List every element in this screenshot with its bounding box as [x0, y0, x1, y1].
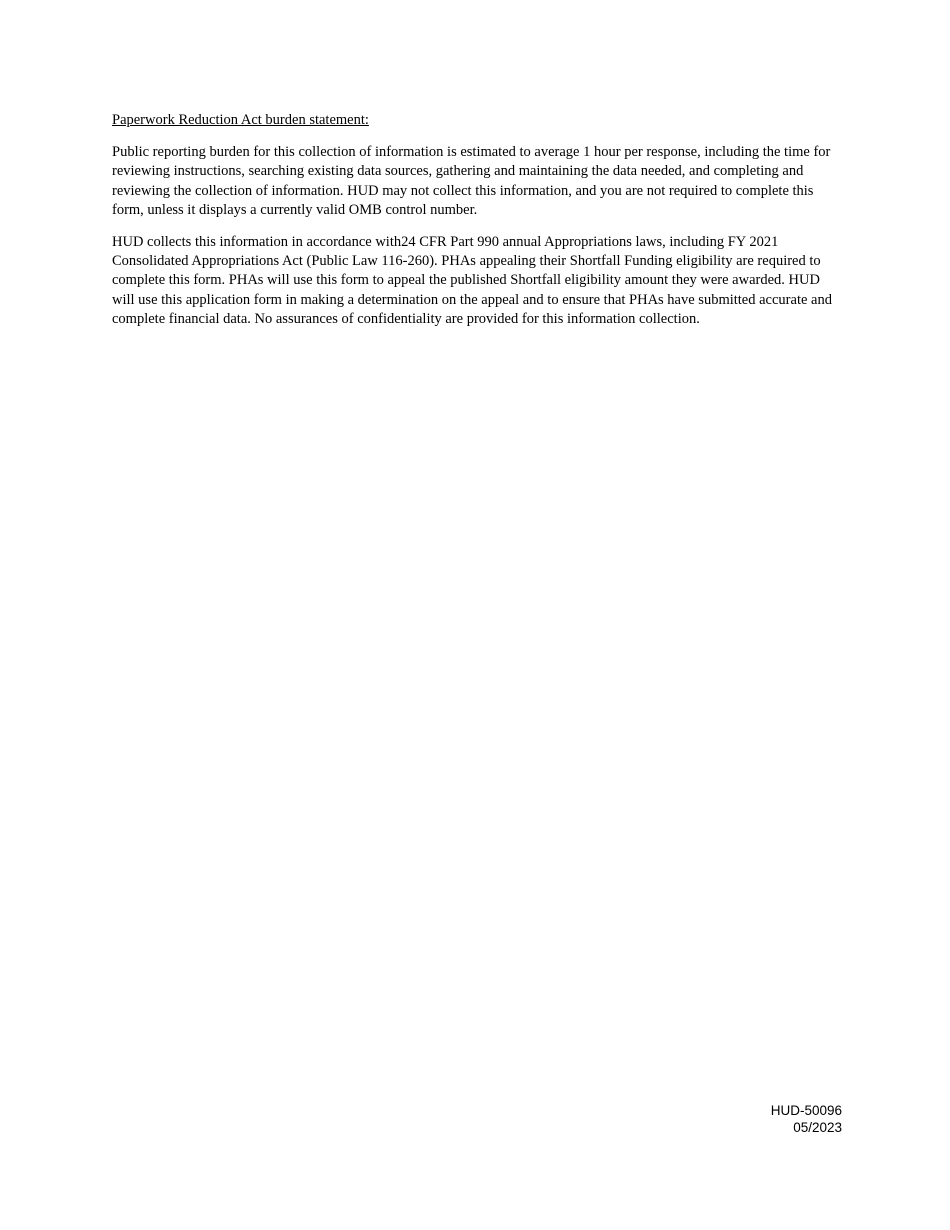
form-footer: [771, 1103, 842, 1136]
authority-paragraph: HUD collects this information in accordance with24 CFR Part 990 annual Appropriations laws, including FY 2021 Consolidated Appropriations Act (Public Law 116-260). PHAs appealing their Shortfall Funding eligibility are required to complete this form. PHAs will use this form to appeal the published Shortfall eligibility amount they were awarded. HUD will use this application form in making a determination on the appeal and to ensure that PHAs have submitted accurate and complete financial data. No assurances of confidentiality are provided for this information collection.: [112, 234, 832, 327]
section-heading: Paperwork Reduction Act burden statement:: [112, 112, 369, 128]
burden-paragraph: Public reporting burden for this collection of information is estimated to average 1 hour per response, including the time for reviewing instructions, searching existing data sources, gathering and maintaining the data needed, and completing and reviewing the collection of information. HUD may not collect this information, and you are not required to complete this form, unless it displays a currently valid OMB control number.: [112, 144, 831, 218]
form-number: HUD-50096: [770, 1103, 842, 1118]
form-date: 05/2023: [793, 1119, 842, 1135]
document-body: [112, 111, 842, 342]
